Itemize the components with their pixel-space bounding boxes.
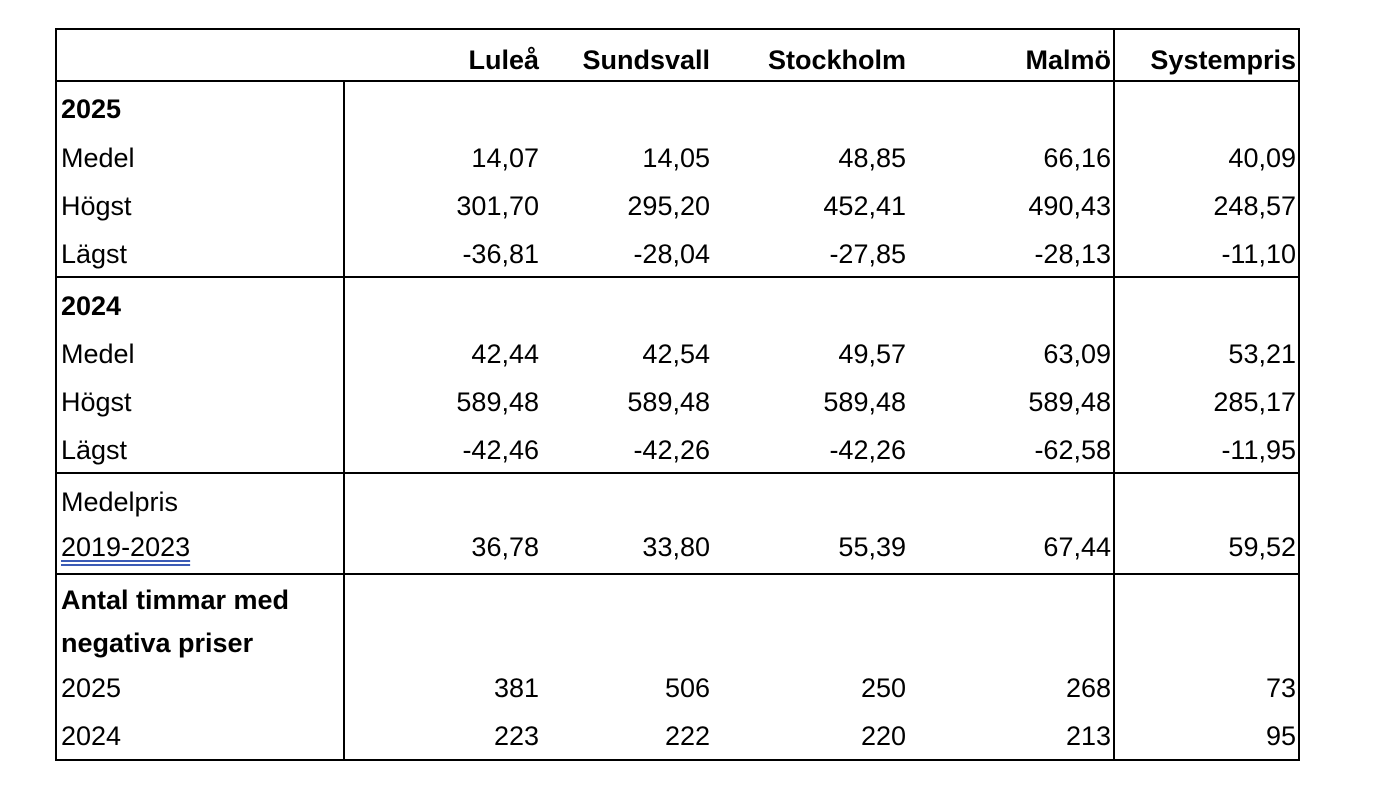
section-title: Antal timmar med [61,585,290,615]
table-cell: 250 [860,673,906,703]
table-cell: 14,07 [471,143,539,173]
table-cell: 506 [664,673,710,703]
table-row [57,134,1298,182]
column-header: Luleå [468,45,539,75]
table-cell: 589,48 [627,387,710,417]
table-cell: 301,70 [456,191,539,221]
section-title: 2024 [61,291,122,321]
negativa-title-row [57,576,1298,624]
table-cell: 42,44 [471,339,539,369]
negativa-title-row [57,619,1298,667]
table-cell: 285,17 [1213,387,1296,417]
table-cell: 589,48 [456,387,539,417]
table-cell: 55,39 [838,532,906,562]
medelpris-title-row [57,478,1298,526]
table-cell: -42,46 [462,435,539,465]
table-cell: 248,57 [1213,191,1296,221]
table-cell: 220 [860,721,906,751]
table-row [57,712,1298,760]
table-cell: 295,20 [627,191,710,221]
table-cell: -36,81 [462,239,539,269]
table-cell: 95 [1265,721,1296,751]
row-label: Högst [61,387,132,417]
table-row [57,182,1298,230]
table-cell: 589,48 [1028,387,1111,417]
table-cell: 222 [664,721,710,751]
table-cell: 48,85 [838,143,906,173]
table-cell: 14,05 [642,143,710,173]
table-cell: -11,95 [1221,435,1296,465]
row-label: Lägst [61,435,128,465]
table-cell: 589,48 [823,387,906,417]
table-cell: 452,41 [823,191,906,221]
table-cell: 40,09 [1228,143,1296,173]
column-header: Stockholm [767,45,906,75]
table-cell: 223 [493,721,539,751]
table-cell: -28,04 [633,239,710,269]
header-row [57,36,1298,84]
table-cell: -62,58 [1034,435,1111,465]
table-cell: 63,09 [1043,339,1111,369]
section-title-row [57,282,1298,330]
row-label: 2019-2023 [61,532,191,562]
section-divider-negativa [57,573,1298,575]
row-label: Lägst [61,239,128,269]
table-cell: -42,26 [829,435,906,465]
table-cell: 73 [1265,673,1296,703]
table-cell: -28,13 [1034,239,1111,269]
table-cell: 33,80 [642,532,710,562]
table-row [57,378,1298,426]
table-cell: 36,78 [471,532,539,562]
row-label: Högst [61,191,132,221]
row-label: Medel [61,339,135,369]
table-cell: 67,44 [1043,532,1111,562]
section-title-row [57,85,1298,133]
table-cell: -27,85 [829,239,906,269]
table-row [57,664,1298,712]
table-cell: 42,54 [642,339,710,369]
row-label: Medelpris [61,487,179,517]
table-row [57,523,1298,571]
row-label: Medel [61,143,135,173]
section-title: negativa priser [61,628,254,658]
table-row [57,426,1298,474]
table-cell: 490,43 [1028,191,1111,221]
table-cell: -42,26 [633,435,710,465]
table-row [57,330,1298,378]
table-cell: 213 [1065,721,1111,751]
table-cell: -11,10 [1221,239,1296,269]
table-cell: 59,52 [1228,532,1296,562]
table-cell: 53,21 [1228,339,1296,369]
table-cell: 49,57 [838,339,906,369]
column-header: Malmö [1025,45,1111,75]
table-cell: 66,16 [1043,143,1111,173]
price-table [55,28,1300,761]
section-title: 2025 [61,94,122,124]
table-row [57,230,1298,278]
row-label: 2025 [61,673,122,703]
table-cell: 268 [1065,673,1111,703]
row-label: 2024 [61,721,122,751]
column-header: Sundsvall [582,45,710,75]
column-header: Systempris [1150,45,1296,75]
table-cell: 381 [493,673,539,703]
